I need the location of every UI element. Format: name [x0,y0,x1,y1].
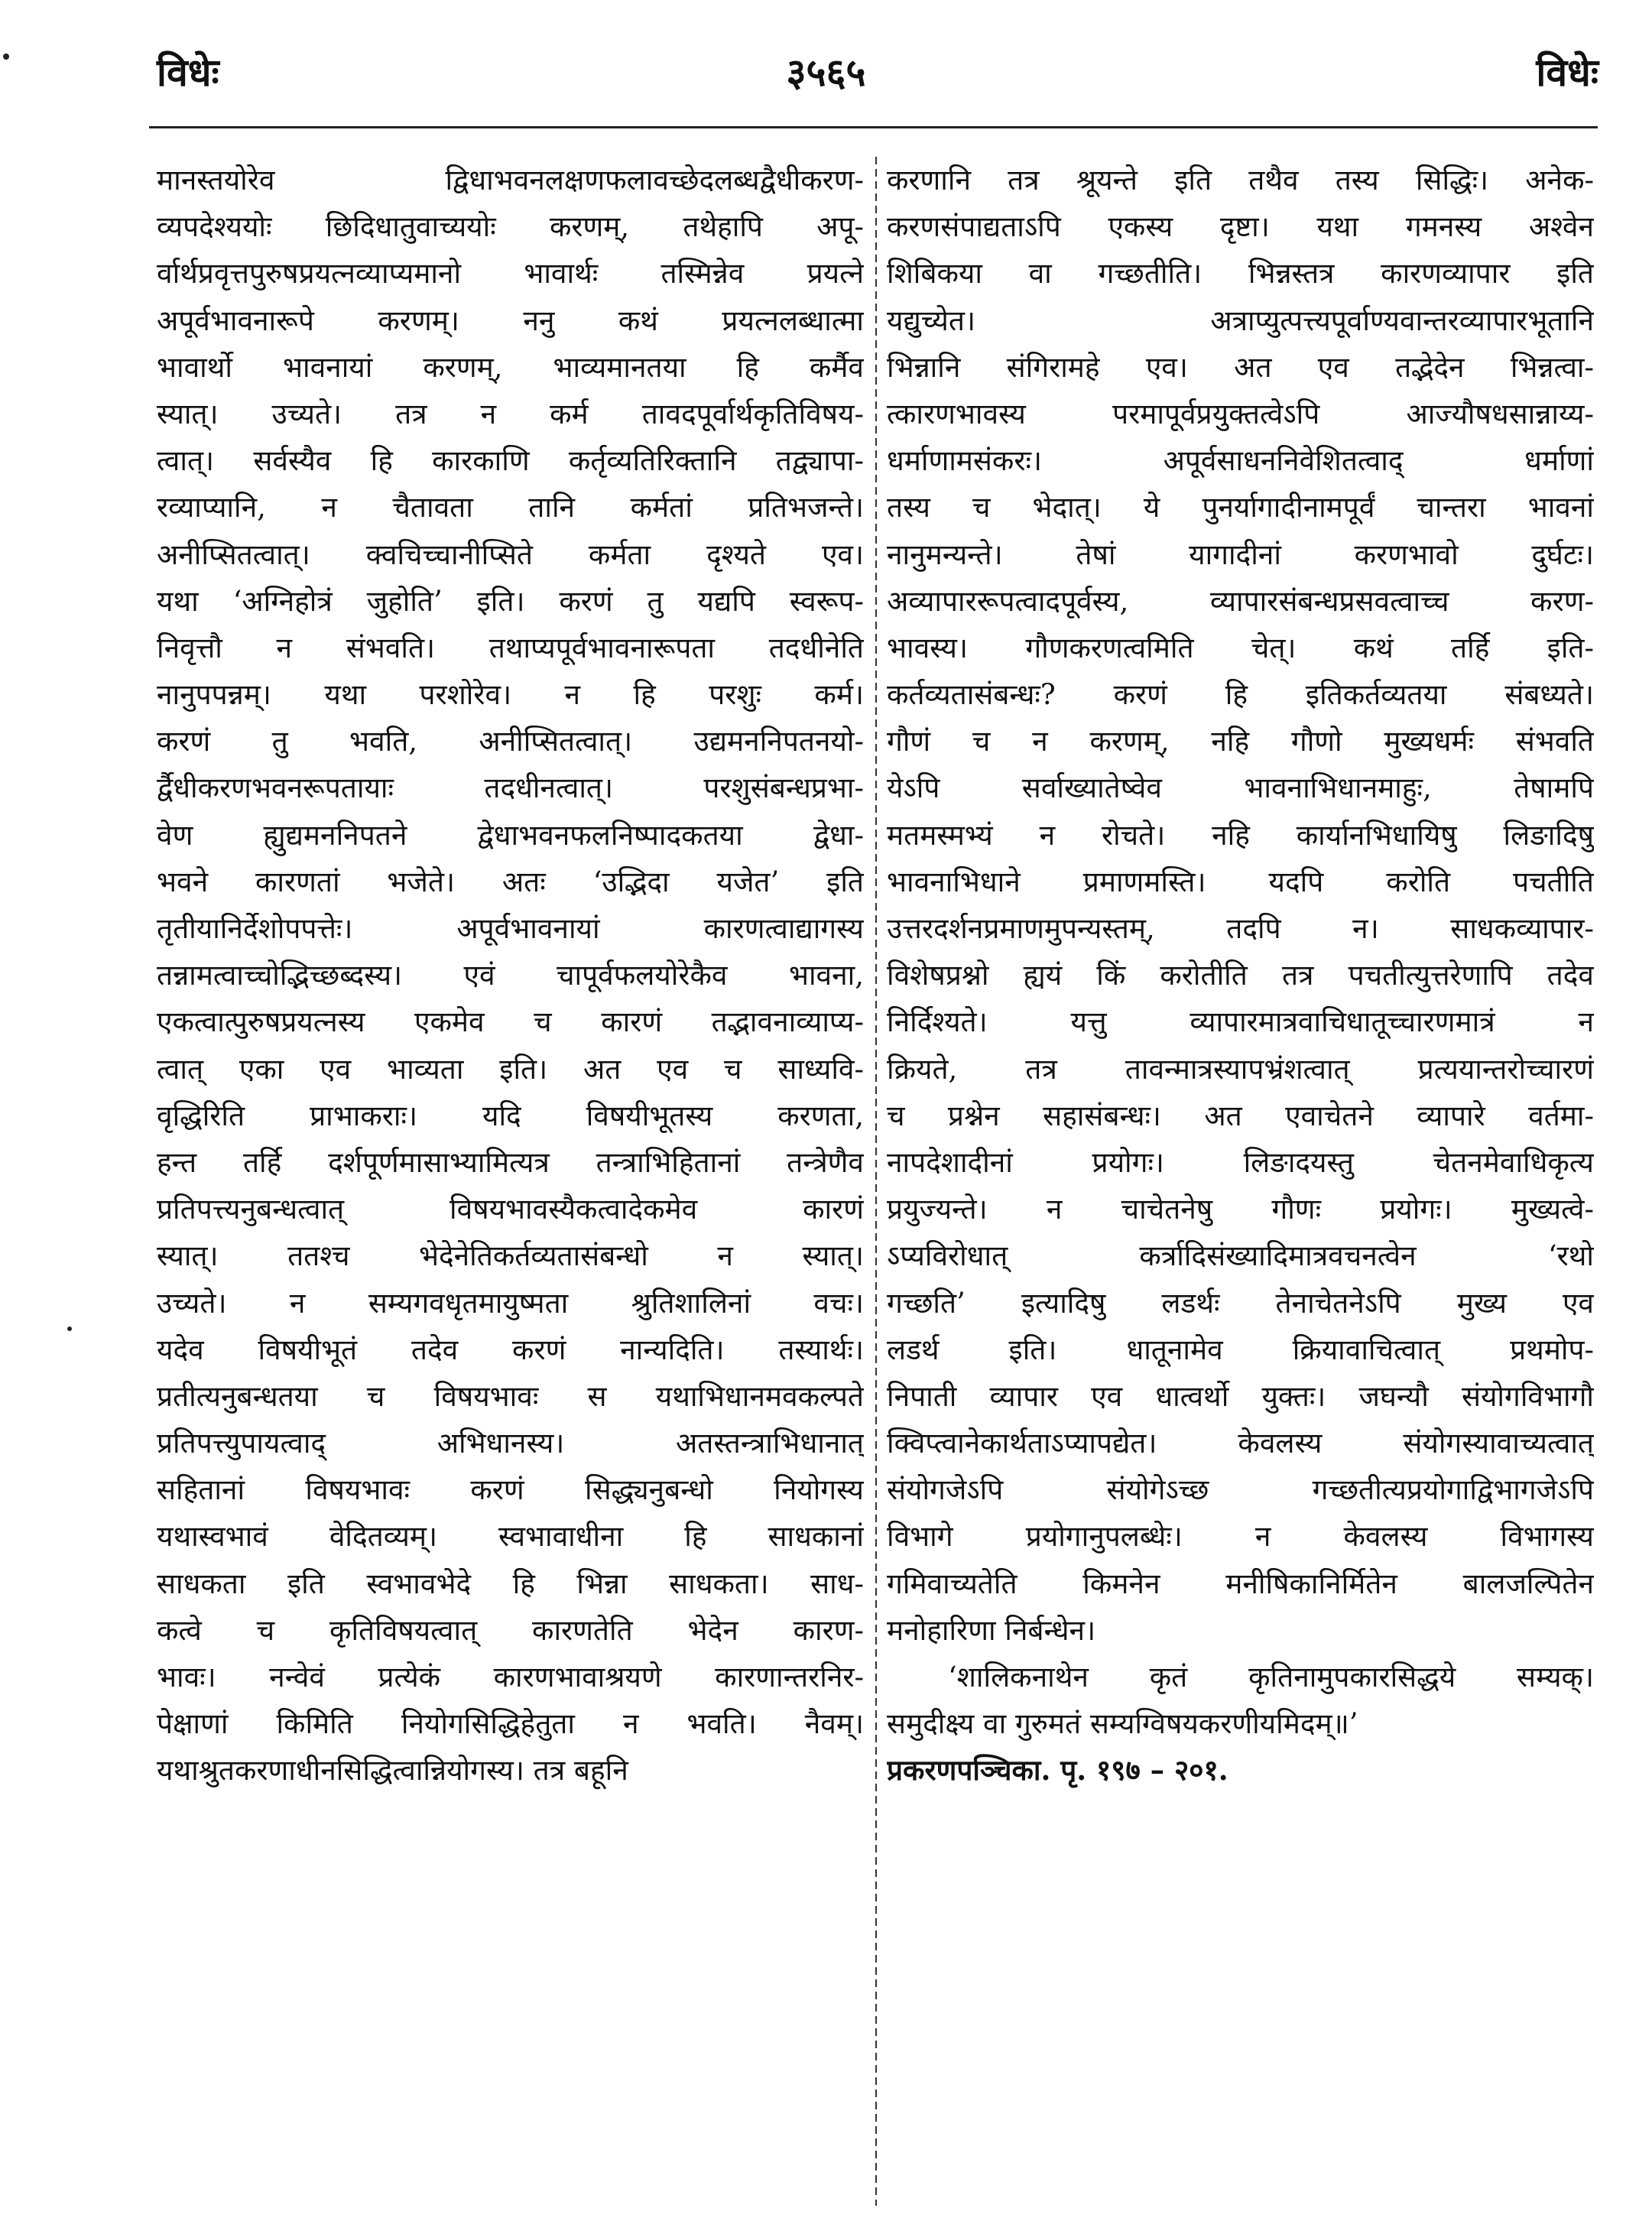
text-line: वेण ह्युद्यमननिपतने द्वेधाभवनफलनिष्पादकतया द्वेधा- [157,818,864,852]
page-number: ३५६५ [786,50,866,95]
text-line: र्द्वैधीकरणभवनरूपतायाः तदधीनत्वात्। परशुसंबन्धप्रभा- [157,771,864,805]
text-line: नानुपपन्नम्। यथा परशोरेव। न हि परशुः कर्म। [157,678,864,712]
text-line: विभागे प्रयोगानुपलब्धेः। न केवलस्य विभागस्य [887,1520,1594,1554]
text-line: अव्यापाररूपत्वादपूर्वस्य, व्यापारसंबन्धप्रसवत्वाच्च करण- [887,584,1594,618]
text-line: नापदेशादीनां प्रयोगः। लिङादयस्तु चेतनमेवाधिकृत्य [887,1145,1594,1179]
text-line: गौणं च न करणम्, नहि गौणो मुख्यधर्मः संभवति [887,725,1594,758]
text-line: भावः। नन्वेवं प्रत्येकं कारणभावाश्रयणे कारणान्तरनिर- [157,1661,864,1693]
text-line: यद्युच्येत। अत्राप्युत्पत्त्यपूर्वाण्यवान्तरव्यापारभूतानि [887,304,1594,337]
text-line: विशेषप्रश्नो ह्ययं किं करोतीति तत्र पचतीत्युत्तरेणापि तदेव [887,959,1594,992]
text-line: त्वात् एका एव भाव्यता इति। अत एव च साध्यवि- [157,1052,864,1086]
text-line: करणसंपाद्यताऽपि एकस्य दृष्टा। यथा गमनस्य अश्वेन [887,210,1594,244]
text-line: मानस्तयोरेव द्विधाभवनलक्षणफलावच्छेदलब्धद्वैधीकरण- [157,164,864,196]
text-line: भवने कारणतां भजेते। अतः ‘उद्भिदा यजेत’ इति [157,865,864,898]
text-line: प्रतीत्यनुबन्धतया च विषयभावः स यथाभिधानमवकल्पते [157,1379,864,1413]
text-line: संयोगजेऽपि संयोगेऽच्छ गच्छतीत्यप्रयोगाद्विभागजेऽपि [887,1473,1594,1507]
text-line: अपूर्वभावनारूपे करणम्। ननु कथं प्रयत्नलब्धात्मा [157,304,864,337]
text-line: उच्यते। न सम्यगवधृतमायुष्मता श्रुतिशालिनां वचः। [157,1286,864,1320]
text-line: कर्तव्यतासंबन्धः? करणं हि इतिकर्तव्यतया संबध्यते। [887,678,1594,712]
text-line: नानुमन्यन्ते। तेषां यागादीनां करणभावो दुर्घटः। [887,537,1594,571]
text-line: ‘शालिकनाथेन कृतं कृतिनामुपकारसिद्धये सम्यक्। [948,1661,1594,1693]
text-line: यदेव विषयीभूतं तदेव करणं नान्यदिति। तस्यार्थः। [157,1333,864,1366]
text-line: उत्तरदर्शनप्रमाणमुपन्यस्तम्, तदपि न। साधकव्यापार- [887,912,1594,945]
text-line: धर्माणामसंकरः। अपूर्वसाधननिवेशितत्वाद् धर्माणां [887,444,1594,478]
text-line: भिन्नानि संगिरामहे एव। अत एव तद्भेदेन भिन्नत्वा- [887,350,1594,384]
text-line: शिबिकया वा गच्छतीति। भिन्नस्तत्र कारणव्यापार इति [887,257,1594,291]
text-line: स्यात्। उच्यते। तत्र न कर्म तावदपूर्वार्थकृतिविषय- [157,397,864,430]
header-rule [149,126,1598,128]
scan-speck [67,1326,72,1331]
text-line: पेक्षाणां किमिति नियोगसिद्धिहेतुता न भवति। नैवम्। [157,1707,864,1741]
text-line: अनीप्सितत्वात्। क्वचिच्चानीप्सिते कर्मता दृश्यते एव। [157,537,864,571]
text-line: लडर्थ इति। धातूनामेव क्रियावाचित्वात् प्रथमोप- [887,1333,1594,1366]
text-line: निर्दिश्यते। यत्तु व्यापारमात्रवाचिधातूच्चारणमात्रं न [887,1005,1594,1039]
text-line: क्रियते, तत्र तावन्मात्रस्यापभ्रंशत्वात् प्रत्ययान्तरोच्चारणं [887,1052,1594,1086]
text-line: भावस्य। गौणकरणत्वमिति चेत्। कथं तर्हि इति- [887,631,1594,664]
text-line: गमिवाच्यतेति किमनेन मनीषिकानिर्मितेन बालजल्पितेन [887,1567,1594,1600]
text-line: प्रयुज्यन्ते। न चाचेतनेषु गौणः प्रयोगः। मुख्यत्वे- [887,1193,1594,1226]
text-line: भावनाभिधाने प्रमाणमस्ति। यदपि करोति पचतीति [887,865,1594,898]
text-line: प्रकरणपञ्चिका. पृ. १९७ – २०१. [887,1753,1228,1788]
text-line: एकत्वात्पुरुषप्रयत्नस्य एकमेव च कारणं तद्भावनाव्याप्य- [157,1005,864,1039]
right-column [887,157,1594,2206]
left-column [157,157,864,2206]
text-line: निवृत्तौ न संभवति। तथाप्यपूर्वभावनारूपता तदधीनेति [157,631,864,664]
text-line: निपाती व्यापार एव धात्वर्थो युक्तः। जघन्यौ संयोगविभागौ [887,1379,1594,1413]
text-line: वृद्धिरिति प्राभाकराः। यदि विषयीभूतस्य करणता, [157,1099,864,1132]
header-right-headword: विधेः [1536,50,1598,95]
text-line: यथा ‘अग्निहोत्रं जुहोति’ इति। करणं तु यद्यपि स्वरूप- [157,584,864,618]
text-line: कत्वे च कृतिविषयत्वात् कारणतेति भेदेन कारण- [157,1613,864,1647]
text-line: करणानि तत्र श्रूयन्ते इति तथैव तस्य सिद्धिः। अनेक- [887,164,1594,196]
text-line: रव्याप्यानि, न चैतावता तानि कर्मतां प्रतिभजन्ते। [157,491,864,524]
header-left-headword: विधेः [157,50,219,95]
text-line: स्यात्। ततश्च भेदेनेतिकर्तव्यतासंबन्धो न स्यात्। [157,1239,864,1273]
text-line: व्यपदेश्ययोः छिदिधातुवाच्ययोः करणम्, तथेहापि अपू- [157,210,864,244]
text-line: तृतीयानिर्देशोपपत्तेः। अपूर्वभावनायां कारणत्वाद्यागस्य [157,912,864,945]
text-line: तन्नामत्वाच्चोद्भिच्छब्दस्य। एवं चापूर्वफलयोरेकैव भावना, [157,959,864,992]
text-line: साधकता इति स्वभावभेदे हि भिन्ना साधकता। साध- [157,1567,864,1600]
text-line: त्वात्। सर्वस्यैव हि कारकाणि कर्तृव्यतिरिक्तानि तद्व्यापा- [157,444,864,478]
text-line: गच्छति’ इत्यादिषु लडर्थः तेनाचेतनेऽपि मुख्य एव [887,1286,1594,1320]
text-line: च प्रश्नेन सहासंबन्धः। अत एवाचेतने व्यापारे वर्तमा- [887,1099,1594,1132]
text-line: यथास्वभावं वेदितव्यम्। स्वभावाधीना हि साधकानां [157,1520,864,1554]
text-line: ऽप्यविरोधात् कर्त्रादिसंख्यादिमात्रवचनत्वेन ‘रथो [887,1239,1594,1273]
text-line: प्रतिपत्त्युपायत्वाद् अभिधानस्य। अतस्तन्त्राभिधानात् [157,1427,864,1460]
text-line: यथाश्रुतकरणाधीनसिद्धित्वान्नियोगस्य। तत्र बहूनि [157,1754,628,1788]
text-line: समुदीक्ष्य वा गुरुमतं सम्यग्विषयकरणीयमिदम्॥’ [887,1707,1358,1741]
text-line: येऽपि सर्वाख्यातेष्वेव भावनाभिधानमाहुः, तेषामपि [887,771,1594,805]
text-line: त्कारणभावस्य परमापूर्वप्रयुक्तत्वेऽपि आज्यौषधसान्नाय्य- [887,397,1594,430]
text-line: हन्त तर्हि दर्शपूर्णमासाभ्यामित्यत्र तन्त्राभिहितानां तन्त्रेणैव [157,1145,864,1179]
column-divider [875,157,877,2206]
text-line: प्रतिपत्त्यनुबन्धत्वात् विषयभावस्यैकत्वादेकमेव कारणं [157,1193,864,1226]
text-line: भावार्थो भावनायां करणम्, भाव्यमानतया हि कर्मैव [157,350,864,384]
text-line: क्विप्त्वानेकार्थताऽप्यापद्येत। केवलस्य संयोगस्यावाच्यत्वात् [887,1427,1594,1460]
text-line: मनोहारिणा निर्बन्धेन। [887,1613,1096,1647]
text-line: तस्य च भेदात्। ये पुनर्यागादीनामपूर्वं चान्तरा भावनां [887,491,1594,524]
text-line: करणं तु भवति, अनीप्सितत्वात्। उद्यमननिपतनयो- [157,725,864,758]
text-line: सहितानां विषयभावः करणं सिद्ध्यनुबन्धो नियोगस्य [157,1473,864,1507]
text-line: मतमस्मभ्यं न रोचते। नहि कार्यानभिधायिषु लिङादिषु [887,818,1594,852]
text-line: र्वार्थप्रवृत्तपुरुषप्रयत्नव्याप्यमानो भावार्थः तस्मिन्नेव प्रयत्ने [157,257,864,291]
